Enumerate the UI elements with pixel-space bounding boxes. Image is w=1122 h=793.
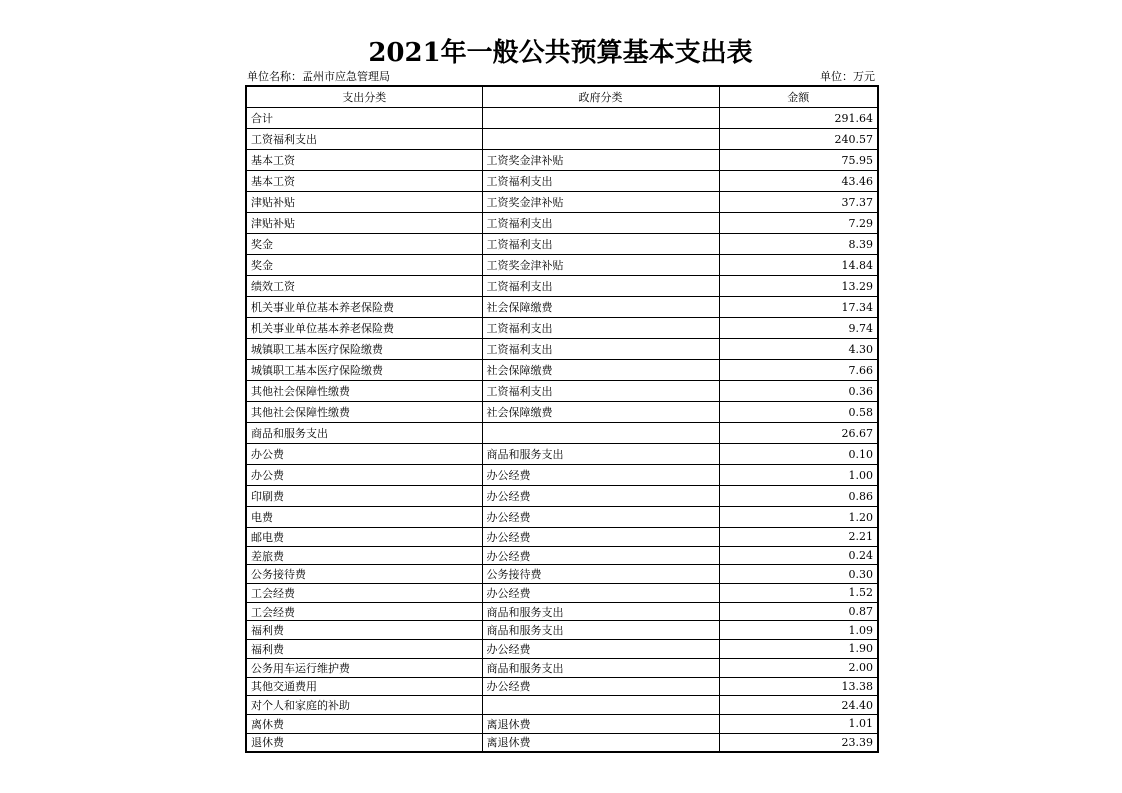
table-header-row bbox=[246, 86, 878, 108]
amount-cell: 24.40 bbox=[719, 696, 878, 715]
table-row bbox=[246, 658, 878, 677]
government-category-cell: 工资福利支出 bbox=[482, 276, 719, 297]
page-title: 2021年一般公共预算基本支出表 bbox=[368, 38, 753, 68]
table-row bbox=[246, 507, 878, 528]
table-row bbox=[246, 339, 878, 360]
header-expenditure-category: 支出分类 bbox=[246, 86, 482, 108]
expenditure-category-cell: 差旅费 bbox=[246, 546, 482, 565]
table-row bbox=[246, 276, 878, 297]
amount-cell: 1.01 bbox=[719, 714, 878, 733]
expenditure-category-cell: 办公费 bbox=[246, 444, 482, 465]
amount-cell: 7.29 bbox=[719, 213, 878, 234]
amount-cell: 14.84 bbox=[719, 255, 878, 276]
expenditure-category-cell: 工资福利支出 bbox=[246, 129, 482, 150]
table-row bbox=[246, 318, 878, 339]
expenditure-category-cell: 印刷费 bbox=[246, 486, 482, 507]
government-category-cell: 社会保障缴费 bbox=[482, 402, 719, 423]
government-category-cell: 离退休费 bbox=[482, 733, 719, 752]
expenditure-category-cell: 奖金 bbox=[246, 234, 482, 255]
expenditure-category-cell: 城镇职工基本医疗保险缴费 bbox=[246, 339, 482, 360]
table-row bbox=[246, 546, 878, 565]
expenditure-category-cell: 其他社会保障性缴费 bbox=[246, 402, 482, 423]
expenditure-category-cell: 工会经费 bbox=[246, 584, 482, 603]
expenditure-category-cell: 基本工资 bbox=[246, 150, 482, 171]
amount-cell: 1.09 bbox=[719, 621, 878, 640]
table-row bbox=[246, 696, 878, 715]
government-category-cell: 办公经费 bbox=[482, 640, 719, 659]
expenditure-category-cell: 绩效工资 bbox=[246, 276, 482, 297]
government-category-cell: 工资奖金津补贴 bbox=[482, 255, 719, 276]
expenditure-category-cell: 电费 bbox=[246, 507, 482, 528]
amount-cell: 2.00 bbox=[719, 658, 878, 677]
government-category-cell bbox=[482, 129, 719, 150]
table-row bbox=[246, 255, 878, 276]
expenditure-category-cell: 其他社会保障性缴费 bbox=[246, 381, 482, 402]
amount-cell: 43.46 bbox=[719, 171, 878, 192]
amount-cell: 1.52 bbox=[719, 584, 878, 603]
amount-cell: 0.30 bbox=[719, 565, 878, 584]
expenditure-category-cell: 工会经费 bbox=[246, 602, 482, 621]
government-category-cell: 社会保障缴费 bbox=[482, 360, 719, 381]
amount-cell: 23.39 bbox=[719, 733, 878, 752]
government-category-cell: 办公经费 bbox=[482, 528, 719, 547]
unit-name: 单位名称：孟州市应急管理局 bbox=[247, 70, 390, 83]
expenditure-category-cell: 城镇职工基本医疗保险缴费 bbox=[246, 360, 482, 381]
header-amount: 金额 bbox=[719, 86, 878, 108]
expenditure-category-cell: 福利费 bbox=[246, 640, 482, 659]
government-category-cell: 商品和服务支出 bbox=[482, 602, 719, 621]
government-category-cell: 工资福利支出 bbox=[482, 213, 719, 234]
expenditure-category-cell: 机关事业单位基本养老保险费 bbox=[246, 318, 482, 339]
table-row bbox=[246, 714, 878, 733]
table-row bbox=[246, 565, 878, 584]
amount-cell: 0.36 bbox=[719, 381, 878, 402]
amount-cell: 1.20 bbox=[719, 507, 878, 528]
amount-cell: 0.86 bbox=[719, 486, 878, 507]
expenditure-category-cell: 公务接待费 bbox=[246, 565, 482, 584]
table-row bbox=[246, 444, 878, 465]
amount-cell: 0.10 bbox=[719, 444, 878, 465]
government-category-cell: 工资福利支出 bbox=[482, 318, 719, 339]
amount-cell: 17.34 bbox=[719, 297, 878, 318]
amount-cell: 13.38 bbox=[719, 677, 878, 696]
government-category-cell: 办公经费 bbox=[482, 507, 719, 528]
table-row bbox=[246, 234, 878, 255]
government-category-cell: 办公经费 bbox=[482, 584, 719, 603]
table-row bbox=[246, 150, 878, 171]
government-category-cell: 商品和服务支出 bbox=[482, 621, 719, 640]
expenditure-category-cell: 津贴补贴 bbox=[246, 213, 482, 234]
government-category-cell: 商品和服务支出 bbox=[482, 444, 719, 465]
amount-cell: 9.74 bbox=[719, 318, 878, 339]
table-row bbox=[246, 486, 878, 507]
government-category-cell bbox=[482, 696, 719, 715]
amount-cell: 75.95 bbox=[719, 150, 878, 171]
government-category-cell: 离退休费 bbox=[482, 714, 719, 733]
amount-cell: 2.21 bbox=[719, 528, 878, 547]
table-row bbox=[246, 602, 878, 621]
table-row bbox=[246, 733, 878, 752]
amount-cell: 7.66 bbox=[719, 360, 878, 381]
budget-table bbox=[245, 85, 879, 753]
table-row bbox=[246, 108, 878, 129]
expenditure-category-cell: 奖金 bbox=[246, 255, 482, 276]
amount-cell: 0.58 bbox=[719, 402, 878, 423]
expenditure-category-cell: 机关事业单位基本养老保险费 bbox=[246, 297, 482, 318]
government-category-cell: 工资福利支出 bbox=[482, 339, 719, 360]
government-category-cell: 办公经费 bbox=[482, 465, 719, 486]
expenditure-category-cell: 津贴补贴 bbox=[246, 192, 482, 213]
amount-cell: 0.87 bbox=[719, 602, 878, 621]
amount-cell: 1.00 bbox=[719, 465, 878, 486]
amount-cell: 291.64 bbox=[719, 108, 878, 129]
amount-cell: 8.39 bbox=[719, 234, 878, 255]
government-category-cell: 公务接待费 bbox=[482, 565, 719, 584]
amount-cell: 240.57 bbox=[719, 129, 878, 150]
government-category-cell: 社会保障缴费 bbox=[482, 297, 719, 318]
table-row bbox=[246, 297, 878, 318]
expenditure-category-cell: 离休费 bbox=[246, 714, 482, 733]
amount-cell: 26.67 bbox=[719, 423, 878, 444]
unit-label: 单位：万元 bbox=[820, 70, 875, 83]
table-row bbox=[246, 640, 878, 659]
table-row bbox=[246, 129, 878, 150]
table-row bbox=[246, 584, 878, 603]
government-category-cell bbox=[482, 423, 719, 444]
government-category-cell: 办公经费 bbox=[482, 546, 719, 565]
table-row bbox=[246, 465, 878, 486]
expenditure-category-cell: 合计 bbox=[246, 108, 482, 129]
table-row bbox=[246, 621, 878, 640]
expenditure-category-cell: 对个人和家庭的补助 bbox=[246, 696, 482, 715]
government-category-cell: 商品和服务支出 bbox=[482, 658, 719, 677]
government-category-cell: 办公经费 bbox=[482, 677, 719, 696]
table-row bbox=[246, 192, 878, 213]
expenditure-category-cell: 邮电费 bbox=[246, 528, 482, 547]
table-row bbox=[246, 171, 878, 192]
government-category-cell: 工资福利支出 bbox=[482, 171, 719, 192]
table-row bbox=[246, 213, 878, 234]
government-category-cell: 工资福利支出 bbox=[482, 381, 719, 402]
expenditure-category-cell: 办公费 bbox=[246, 465, 482, 486]
expenditure-category-cell: 退休费 bbox=[246, 733, 482, 752]
government-category-cell: 办公经费 bbox=[482, 486, 719, 507]
expenditure-category-cell: 福利费 bbox=[246, 621, 482, 640]
table-row bbox=[246, 677, 878, 696]
table-row bbox=[246, 528, 878, 547]
government-category-cell: 工资奖金津补贴 bbox=[482, 192, 719, 213]
expenditure-category-cell: 其他交通费用 bbox=[246, 677, 482, 696]
header-government-category: 政府分类 bbox=[482, 86, 719, 108]
amount-cell: 13.29 bbox=[719, 276, 878, 297]
expenditure-category-cell: 公务用车运行维护费 bbox=[246, 658, 482, 677]
government-category-cell bbox=[482, 108, 719, 129]
expenditure-category-cell: 基本工资 bbox=[246, 171, 482, 192]
table-row bbox=[246, 423, 878, 444]
government-category-cell: 工资福利支出 bbox=[482, 234, 719, 255]
amount-cell: 1.90 bbox=[719, 640, 878, 659]
amount-cell: 0.24 bbox=[719, 546, 878, 565]
table-row bbox=[246, 402, 878, 423]
government-category-cell: 工资奖金津补贴 bbox=[482, 150, 719, 171]
table-row bbox=[246, 381, 878, 402]
amount-cell: 37.37 bbox=[719, 192, 878, 213]
table-body bbox=[246, 108, 878, 752]
amount-cell: 4.30 bbox=[719, 339, 878, 360]
table-row bbox=[246, 360, 878, 381]
expenditure-category-cell: 商品和服务支出 bbox=[246, 423, 482, 444]
